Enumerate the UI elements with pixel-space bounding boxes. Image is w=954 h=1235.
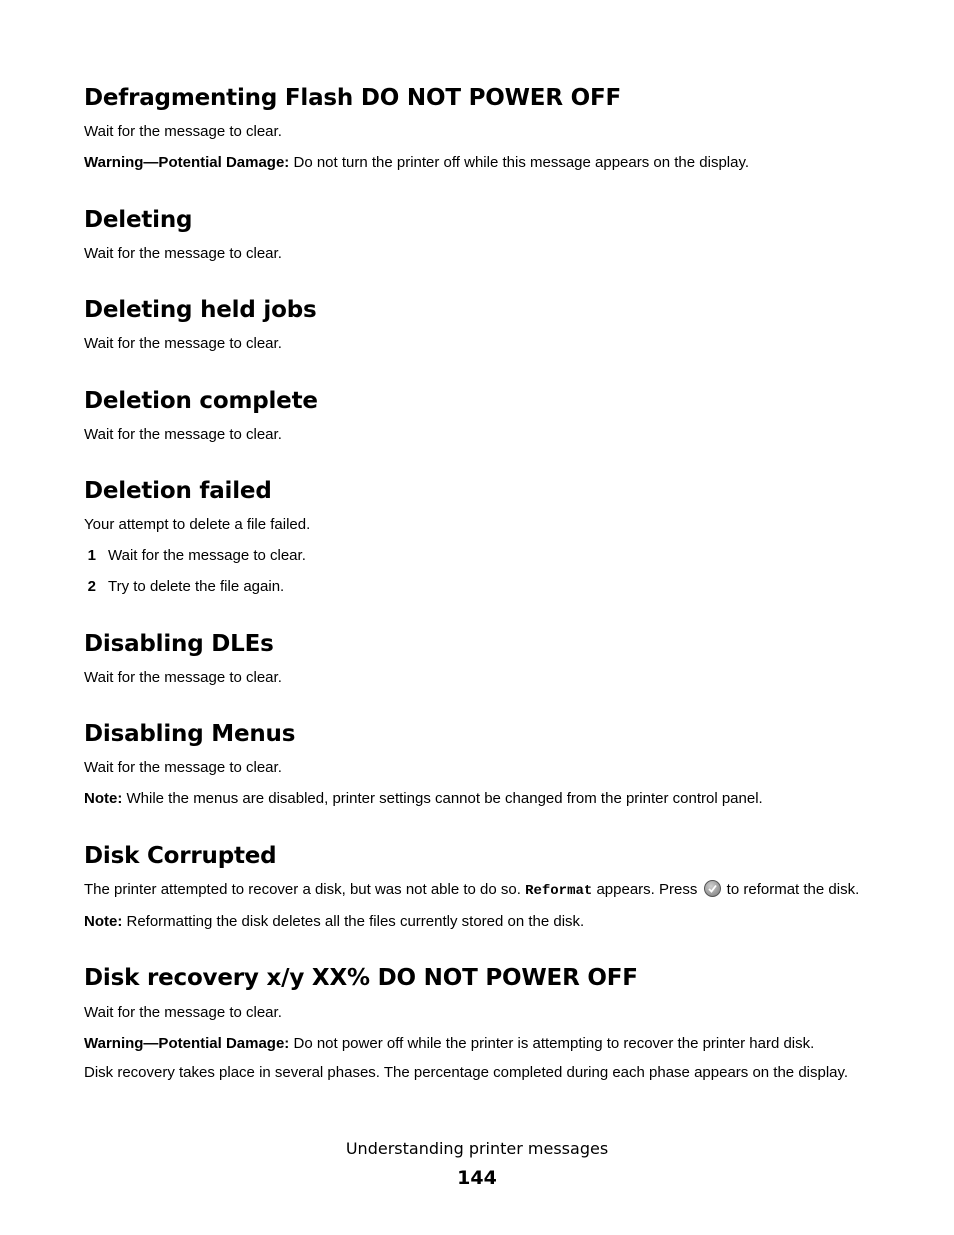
note-label: Note: — [84, 913, 123, 930]
paragraph-disk-recovery-extra: Disk recovery takes place in several phases. The percentage completed during each phase appears on the display. — [84, 1064, 849, 1081]
warning-disk-recovery — [84, 1034, 814, 1054]
paragraph-deletion-complete-body: Wait for the message to clear. — [84, 426, 282, 443]
heading-deletion-complete: Deletion complete — [84, 388, 318, 414]
body-text-post: to reformat the disk. — [722, 881, 860, 898]
heading-disabling-menus: Disabling Menus — [84, 721, 296, 747]
code-reformat: Reformat — [525, 883, 593, 899]
footer-section-label: Understanding printer messages — [345, 1139, 609, 1158]
note-text: While the menus are disabled, printer settings cannot be changed from the printer control panel. — [122, 790, 763, 807]
body-text-pre: The printer attempted to recover a disk, but was not able to do so. — [84, 881, 526, 898]
list-item — [84, 577, 284, 597]
step-number: 1 — [87, 547, 96, 564]
list-item — [84, 546, 306, 566]
warning-label: Warning—Potential Damage: — [84, 154, 290, 171]
paragraph-deletion-failed-body: Your attempt to delete a file failed. — [84, 516, 311, 533]
warning-label: Warning—Potential Damage: — [84, 1035, 290, 1052]
heading-disk-corrupted: Disk Corrupted — [84, 843, 277, 869]
warning-defrag — [84, 153, 749, 173]
paragraph-disabling-menus-body: Wait for the message to clear. — [84, 759, 282, 776]
note-text: Reformatting the disk deletes all the files currently stored on the disk. — [122, 913, 585, 930]
step-number: 2 — [87, 578, 96, 595]
note-disk-corrupted — [84, 912, 584, 932]
paragraph-deleting-held-body: Wait for the message to clear. — [84, 335, 282, 352]
heading-deleting: Deleting — [84, 207, 193, 233]
heading-deletion-failed: Deletion failed — [84, 478, 272, 504]
step-text: Try to delete the file again. — [108, 578, 285, 595]
heading-defragmenting-flash: Defragmenting Flash DO NOT POWER OFF — [84, 85, 622, 111]
body-text-mid: appears. Press — [592, 881, 702, 898]
heading-disabling-dles: Disabling DLEs — [84, 631, 274, 657]
warning-text: Do not turn the printer off while this message appears on the display. — [289, 154, 750, 171]
page-number: 144 — [457, 1167, 497, 1189]
paragraph-deleting-body: Wait for the message to clear. — [84, 245, 282, 262]
select-check-icon — [704, 880, 721, 897]
warning-text: Do not power off while the printer is attempting to recover the printer hard disk. — [289, 1035, 815, 1052]
heading-deleting-held-jobs: Deleting held jobs — [84, 297, 317, 323]
paragraph-disk-corrupted-body — [84, 880, 859, 901]
note-label: Note: — [84, 790, 123, 807]
paragraph-disabling-dles-body: Wait for the message to clear. — [84, 669, 282, 686]
paragraph-disk-recovery-body: Wait for the message to clear. — [84, 1004, 282, 1021]
heading-disk-recovery: Disk recovery x/y XX% DO NOT POWER OFF — [84, 965, 638, 991]
note-disabling-menus — [84, 789, 763, 809]
step-text: Wait for the message to clear. — [108, 547, 306, 564]
paragraph-defrag-body: Wait for the message to clear. — [84, 123, 282, 140]
